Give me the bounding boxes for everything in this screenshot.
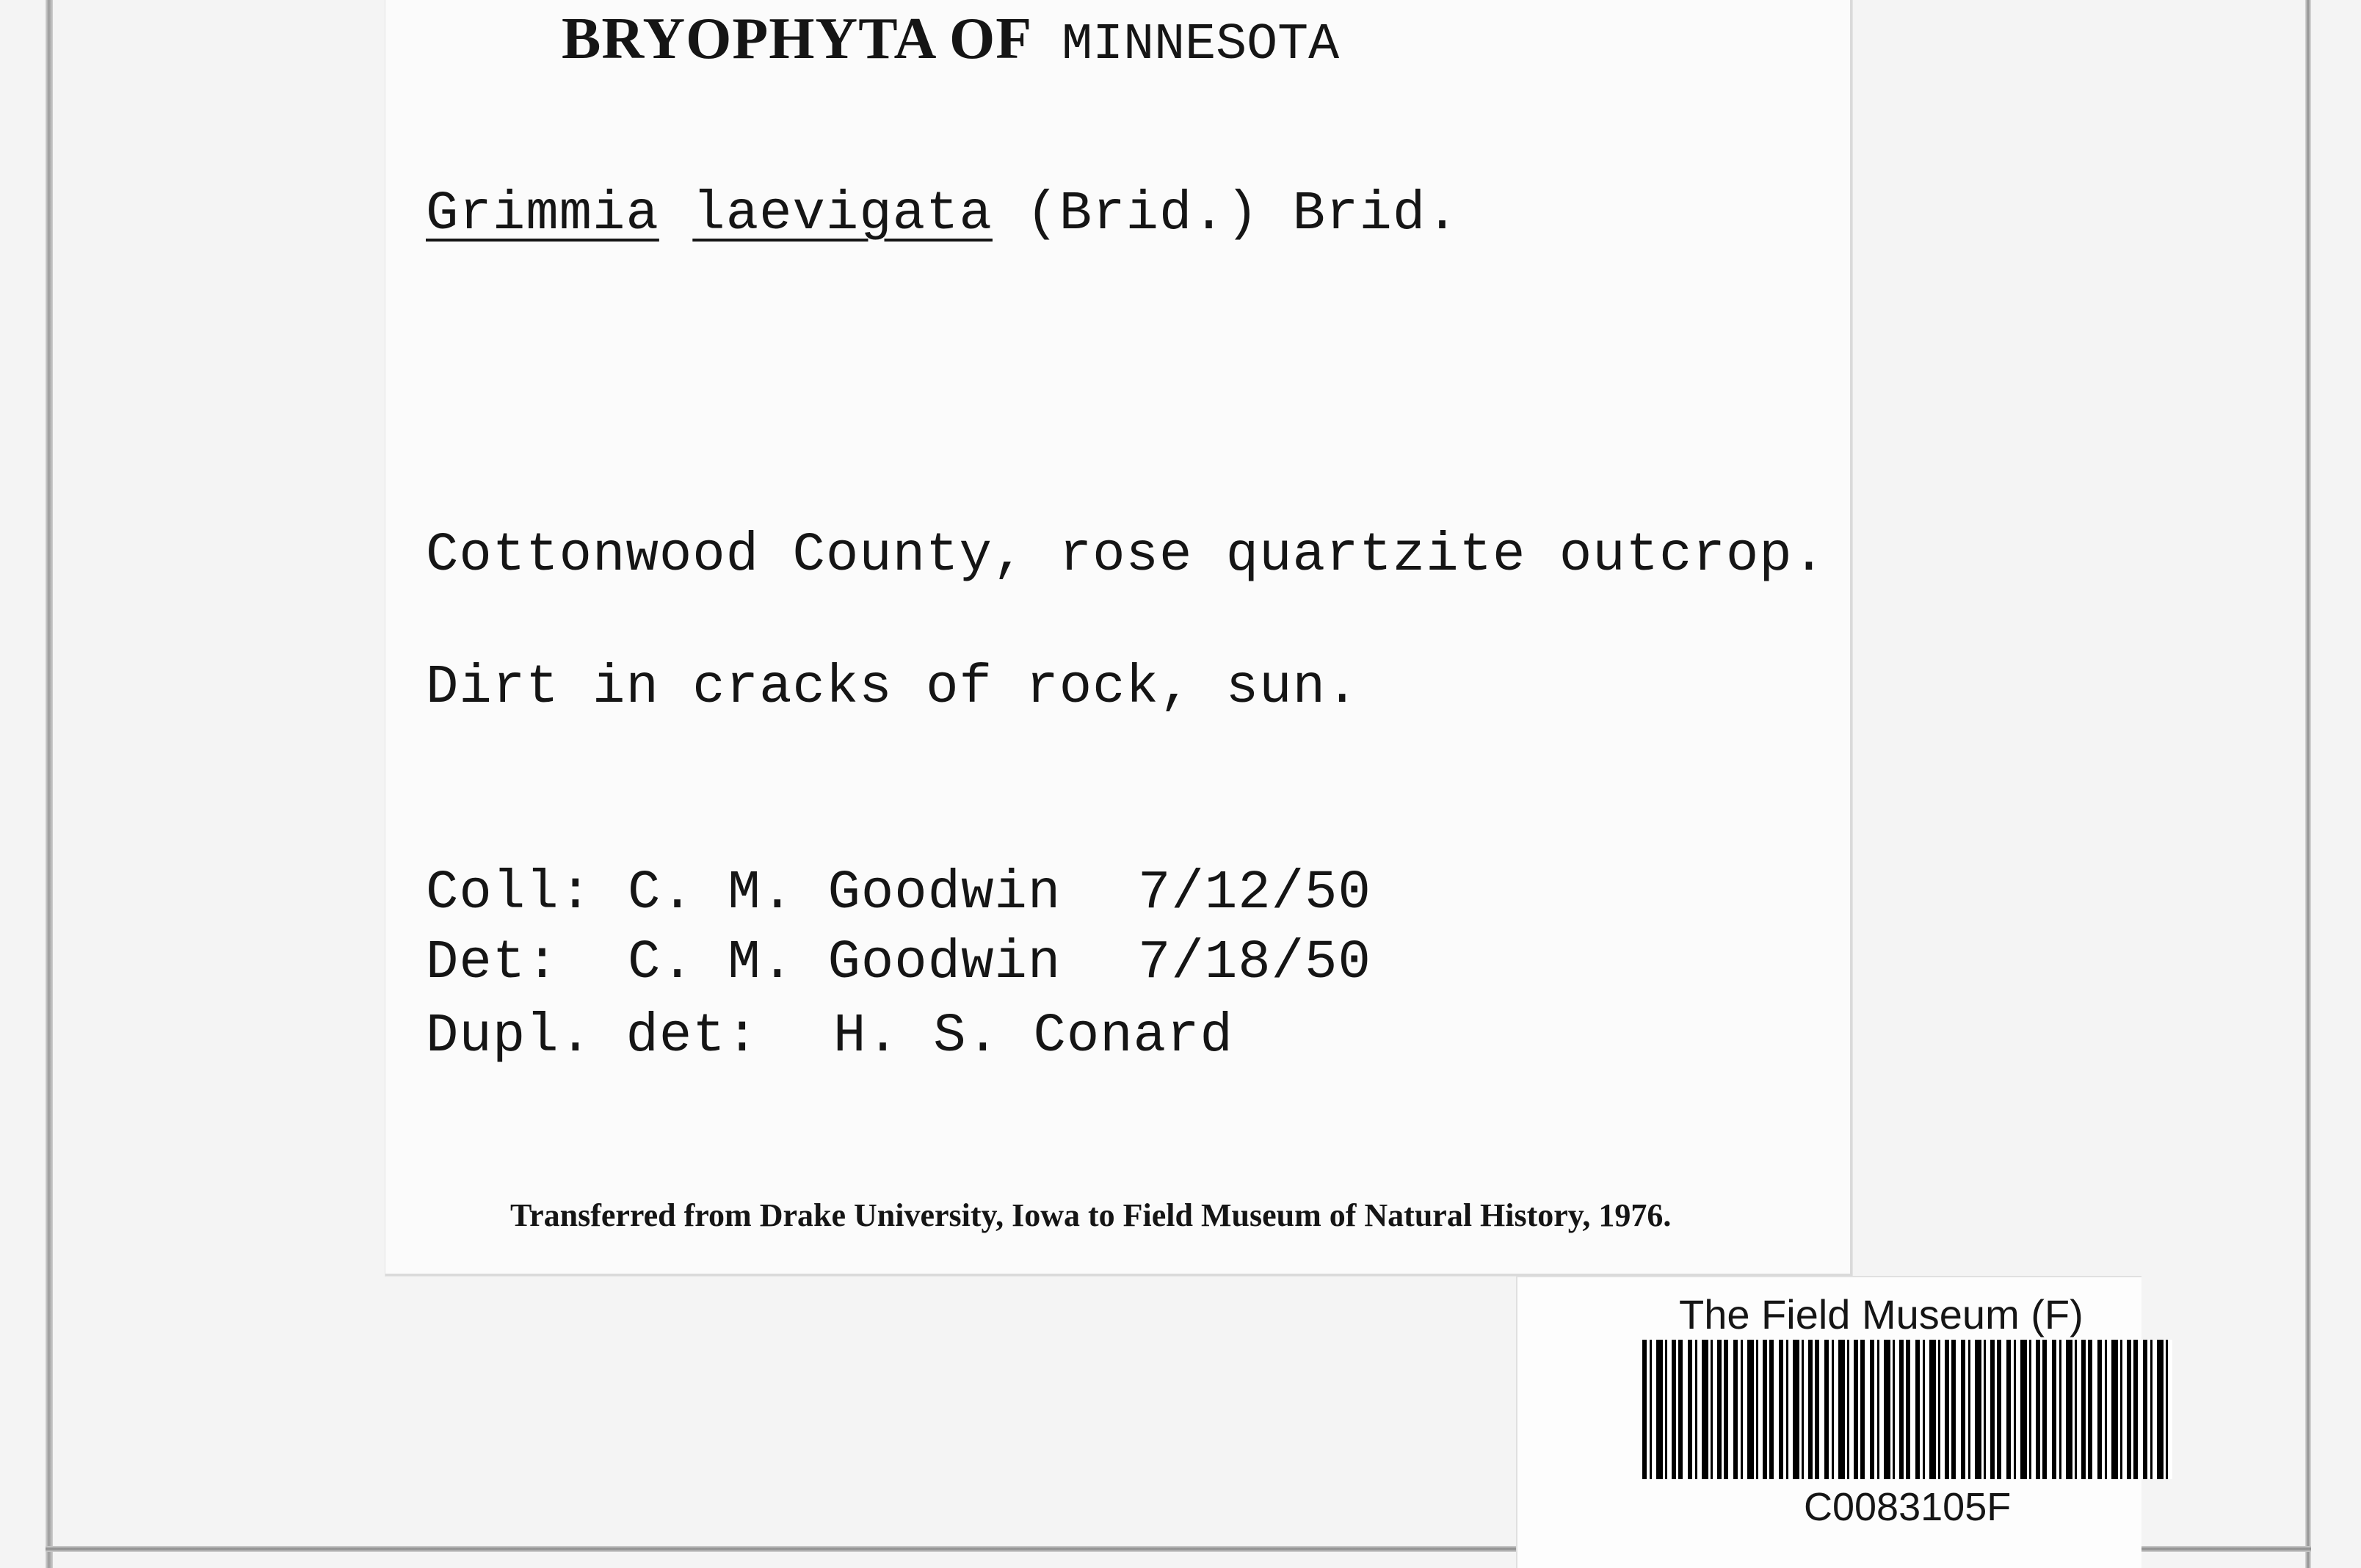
transfer-note: Transferred from Drake University, Iowa to Field Museum of Natural History, 1976. (510, 1197, 1672, 1233)
collector-name: C. M. Goodwin (628, 863, 1062, 924)
taxon-authority: (Brid.) Brid. (1026, 184, 1459, 245)
barcode-image (1642, 1340, 2172, 1479)
header-title: BRYOPHYTA OF (562, 7, 1033, 71)
duplicate-determiner-name: H. S. Conard (833, 1006, 1233, 1067)
taxon-genus: Grimmia (426, 184, 659, 245)
determiner-name: C. M. Goodwin (628, 932, 1062, 994)
herbarium-sheet-left-edge (46, 0, 53, 1568)
determiner-label: Det: (426, 932, 559, 994)
duplicate-determiner-label: Dupl. det: (426, 1006, 760, 1067)
herbarium-sheet-right-edge (2305, 0, 2311, 1568)
taxon-species: laevigata (692, 184, 993, 245)
habitat-text: Dirt in cracks of rock, sun. (426, 657, 1360, 719)
locality-text: Cottonwood County, rose quartzite outcrop. (426, 525, 1827, 587)
header-state: MINNESOTA (1062, 16, 1340, 74)
collector-line (426, 863, 1371, 924)
collector-label: Coll: (426, 863, 593, 924)
catalog-number: C0083105F (1804, 1485, 2012, 1529)
taxon-name (426, 184, 1459, 245)
duplicate-determiner-line (426, 1006, 1233, 1067)
determination-date: 7/18/50 (1138, 932, 1371, 994)
determiner-line (426, 932, 1371, 994)
specimen-label (385, 0, 1852, 1276)
collection-date: 7/12/50 (1138, 863, 1371, 924)
institution-name: The Field Museum (F) (1679, 1291, 2083, 1337)
barcode-label (1516, 1276, 2141, 1568)
label-header (562, 6, 1339, 74)
